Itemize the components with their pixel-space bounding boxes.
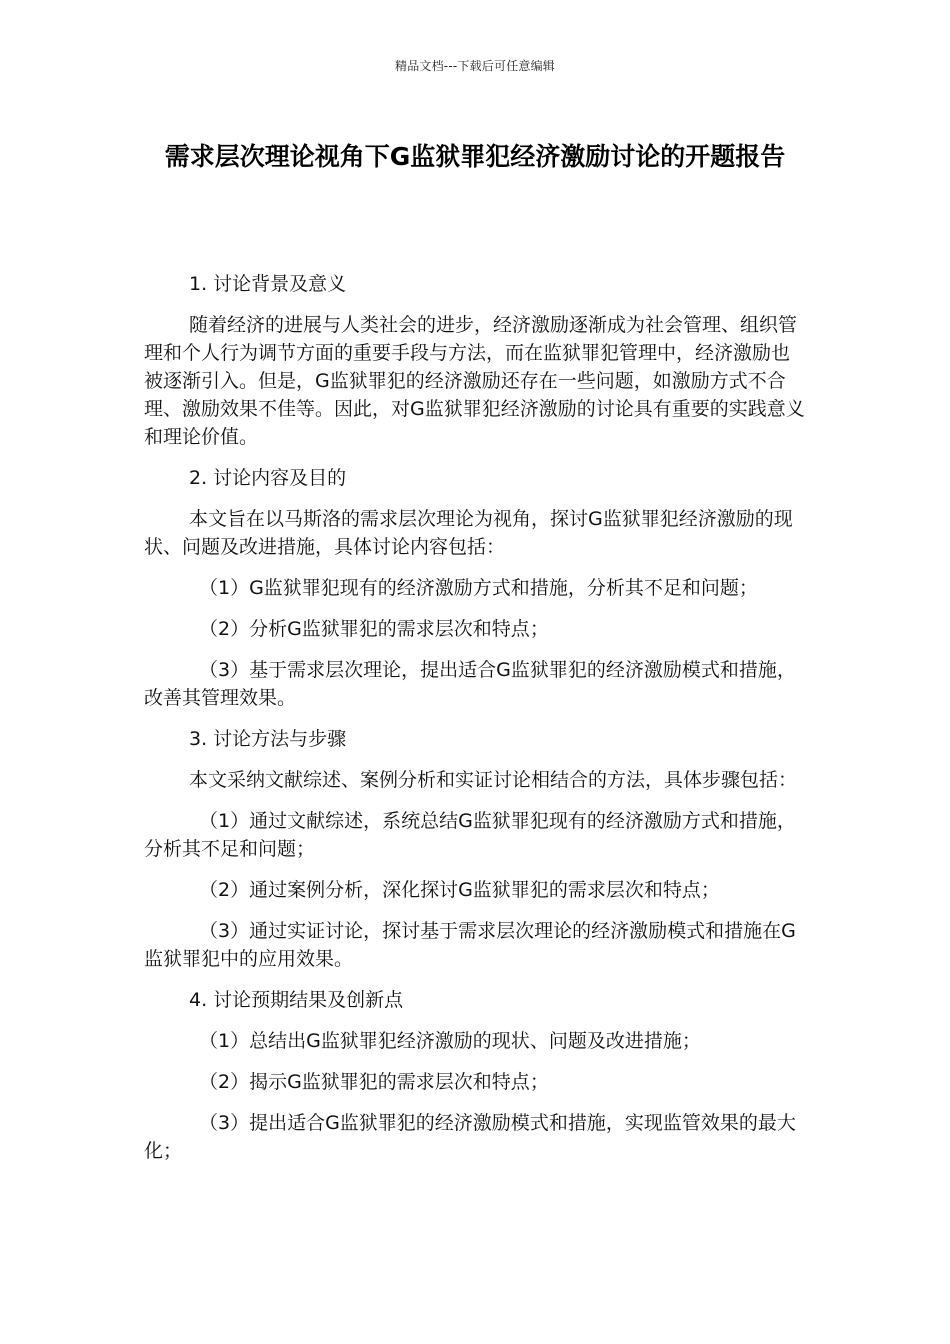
list-item-method-3: （3）通过实证讨论，探讨基于需求层次理论的经济激励模式和措施在G监狱罪犯中的应用效果。 xyxy=(144,920,796,970)
document-title: 需求层次理论视角下G监狱罪犯经济激励讨论的开题报告 xyxy=(164,142,786,171)
list-item-results-2: （2）揭示G监狱罪犯的需求层次和特点； xyxy=(199,1071,549,1093)
list-item-content-3: （3）基于需求层次理论，提出适合G监狱罪犯的经济激励模式和措施，改善其管理效果。 xyxy=(144,659,796,709)
section-heading-results: 4. 讨论预期结果及创新点 xyxy=(189,989,404,1011)
section-heading-background: 1. 讨论背景及意义 xyxy=(189,273,347,295)
header-note: 精品文档---下载后可任意编辑 xyxy=(395,59,555,73)
section-heading-content: 2. 讨论内容及目的 xyxy=(189,467,347,489)
list-item-results-3: （3）提出适合G监狱罪犯的经济激励模式和措施，实现监管效果的最大化； xyxy=(144,1112,796,1162)
body-paragraph-method: 本文采纳文献综述、案例分析和实证讨论相结合的方法，具体步骤包括： xyxy=(189,769,798,791)
list-item-results-1: （1）总结出G监狱罪犯经济激励的现状、问题及改进措施； xyxy=(199,1030,701,1052)
list-item-content-2: （2）分析G监狱罪犯的需求层次和特点； xyxy=(199,618,549,640)
body-paragraph-background: 随着经济的进展与人类社会的进步，经济激励逐渐成为社会管理、组织管理和个人行为调节方面的重要手段与方法，而在监狱罪犯管理中，经济激励也被逐渐引入。但是，G监狱罪犯的经济激励还存在一些问题，如激励方式不合理、激励效果不佳等。因此，对G监狱罪犯经济激励的讨论具有重要的实践意义和理论价值。 xyxy=(144,314,805,448)
section-heading-method: 3. 讨论方法与步骤 xyxy=(189,728,347,750)
body-paragraph-content: 本文旨在以马斯洛的需求层次理论为视角，探讨G监狱罪犯经济激励的现状、问题及改进措施，具体讨论内容包括： xyxy=(144,508,793,558)
list-item-content-1: （1）G监狱罪犯现有的经济激励方式和措施，分析其不足和问题； xyxy=(199,577,758,599)
document-body xyxy=(144,270,806,1178)
list-item-method-1: （1）通过文献综述，系统总结G监狱罪犯现有的经济激励方式和措施，分析其不足和问题； xyxy=(144,810,796,860)
list-item-method-2: （2）通过案例分析，深化探讨G监狱罪犯的需求层次和特点； xyxy=(199,879,720,901)
